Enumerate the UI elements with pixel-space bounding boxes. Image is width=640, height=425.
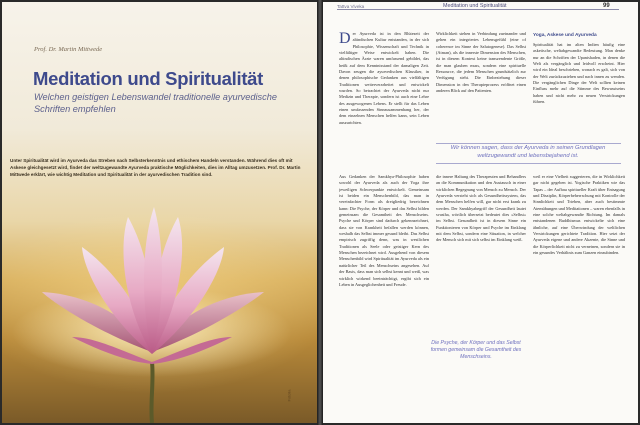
- article-author: Prof. Dr. Martin Mittwede: [34, 46, 103, 53]
- column-5-text: die innere Haltung des Therapeuten und Behandlers an die Kommunikation und den Austausch in einer wirklichen Begegnung von Mensch zu Mensch. Der Ayurveda versteht sich als Gesundheitssystem, das dem Menschen helfen will, gar nicht erst krank zu werden. Der Samkhyabegriff der Gesundheit lautet svastha, wörtlich übersetzt bedeutet dies »Selbst« im Selbst. Gesundheit ist in diesem Sinne ein Funktionieren von Körper und Psyche im Einklang mit dem Selbst, sondern eine Situation, in welcher der Mensch sich mit sich selbst im Einklang weiß.: [436, 174, 526, 243]
- text-column-3: [533, 42, 625, 142]
- column-6-text: weil er eine Vielheit suggerieren, die in Wirklichkeit gar nicht gegeben ist. Yogische Praktiken wie das Tapas – der Aufbau spiritueller Kraft über Entsagung und Disziplin, Körperbeherrschung mit Kontrolle der Sinnlichkeit und Trieben, aber auch bestimmte Atemübungen und Meditationen – waren ebenfalls in eine solche weltabgewandte Richtung. Im damals entstandenen Buddhismus entwickelte sich eine ähnliche, auf eine Überwindung der weltlichen Verstrickungen gerichtete Tradition. Hier setzt der Ayurveda eigene und andere Akzente, die Sinne und die Körperlichkeit nicht zu verneinen, sondern sie in ein gesundes Verhältnis zum Ganzen einzubinden.: [533, 174, 625, 256]
- photo-credit: Fotolia: [286, 389, 292, 402]
- text-column-2: [436, 31, 526, 143]
- pullquote-bottom: Die Psyche, der Körper und das Selbst formen gemeinsam die Gesamtheit des Menschseins.: [430, 340, 522, 360]
- article-lead: Unter Spiritualität wird im Ayurveda das Streben nach Selbsterkenntnis und ethischem Handeln verstanden. Während dies oft mit Askese gleichgesetzt wird, findet der weltzugewandte Ayurveda praktische Möglichkeiten, dies im Alltag umzusetzen. Prof. Dr. Martin Mittwede erklärt, wie wichtig Meditation und Spiritualität in der ayurvedischen Tradition sind.: [10, 158, 301, 178]
- column-3-text: Spiritualität hat im alten Indien häufig eine asketische, weltabgewandte Bedeutung. Man denke nur an die Schriften der Upanishaden, in denen die Welt als vergänglich und leidvoll erscheint. Hier wird ein Ideal beschrieben, wonach es galt, sich von der Welt zurückzuziehen und nach innen zu wenden. Die vergänglichen Dinge der Welt sollten keinen Einfluss mehr auf die Stimme des Bewusstseins haben und nicht mehr zu neuen Verstrickungen führen.: [533, 42, 625, 105]
- pullquote-bottom-box: [423, 338, 529, 363]
- article-title: Meditation und Spiritualität: [33, 68, 264, 89]
- article-subtitle: Welchen geistigen Lebenswandel traditionelle ayurvedische Schriften empfehlen: [34, 92, 277, 114]
- section-heading: Yoga, Askese und Ayurveda: [533, 33, 597, 38]
- running-head-magazine: Tattva Viveka: [337, 4, 365, 9]
- drop-cap: D: [339, 31, 351, 47]
- left-page: [2, 2, 317, 423]
- running-head-section: Meditation und Spiritualität: [443, 3, 507, 9]
- text-column-5: [436, 174, 526, 419]
- page-number: 99: [603, 3, 610, 9]
- column-2-text: Wirklichkeit stehen in Verbindung zueinander und gehen ein integriertes Lebensgefühl (eine of coherence im Sinne der Salutogenese). Das Selbst (Atman), als die innerste Dimension des Menschen, ist in diesem Kontext keine transzendente Größe, die man glauben muss, sondern eine spirituelle Ressource, die jedem Menschen grundsätzlich zur Verfügung steht. Die Einbeziehung dieser Dimension in den Therapieprozess eröffnet einen anderen Blick auf den Patienten.: [436, 31, 526, 94]
- text-column-4: [339, 174, 429, 419]
- column-4-text: Aus Gedanken der Samkhya-Philosophie haben sowohl der Ayurveda als auch der Yoga ihre jeweiligen Schwerpunkte entwickelt. Gemeinsam ist beiden ein Menschenbild, das man in vereinfachter Form als dreigliedrig bezeichnen kann: Die Psyche, der Körper und das Selbst bilden gemeinsam die Gesamtheit des Menschseins. Psyche und Körper sind dadurch gekennzeichnet, dass sie von Krankheit befallen werden können, weshalb das Selbst immer gesund bleibt. Das Selbst empirisch zugriffig denn, was in westlichen Traditionen als Seele oder geistiger Kern des Menschen bezeichnet wird. Ausgehend von diesem Menschenbild wird Spiritualität im Ayurveda als ein natürlicher Teil des Menschseins angesehen. Auf der Basis, dass man sich selbst kennt und weiß, was wirklich wirkend beeinträchtigt, ergibt sich ein Leben in Ausgeglichenheit und Freude.: [339, 174, 429, 287]
- text-column-6: [533, 174, 625, 419]
- column-1-text: er Ayurveda ist in den Blütezeit der altindischen Kultur entstanden, in der sich Philosophie, Wissenschaft und Technik in vielfältiger Weise entwickelt haben. Die altindischen Ärzte waren umfassend gebildet, das heißt auf dem Kenntnisstand der damaligen Zeit. Davon zeugen die ayurvedischen Klassiker, in denen philosophische Gedanken aus vielfältigen Traditionen weiterverarbeitet und entwickelt wurden. So betrachtet der Ayurveda nicht nur Medizin und Therapie, sondern ist auch eine Lehre des ausgewogenen Lebens. Er stellt für das Leben einen umfassenden Sinnzusammenhang her, der dem einzelnen Menschen helfen kann, sein Leben auszurichten.: [339, 31, 429, 125]
- pullquote-rule-top: [436, 143, 621, 144]
- running-head-rule: [337, 9, 619, 10]
- text-column-1: [339, 31, 429, 171]
- pullquote-top: Wir können sagen, dass der Ayurveda in seinen Grundlagen weltzugewandt und lebensbejahend ist.: [450, 145, 606, 159]
- pullquote-rule-bottom: [436, 163, 621, 164]
- lotus-flower-image: [2, 2, 317, 423]
